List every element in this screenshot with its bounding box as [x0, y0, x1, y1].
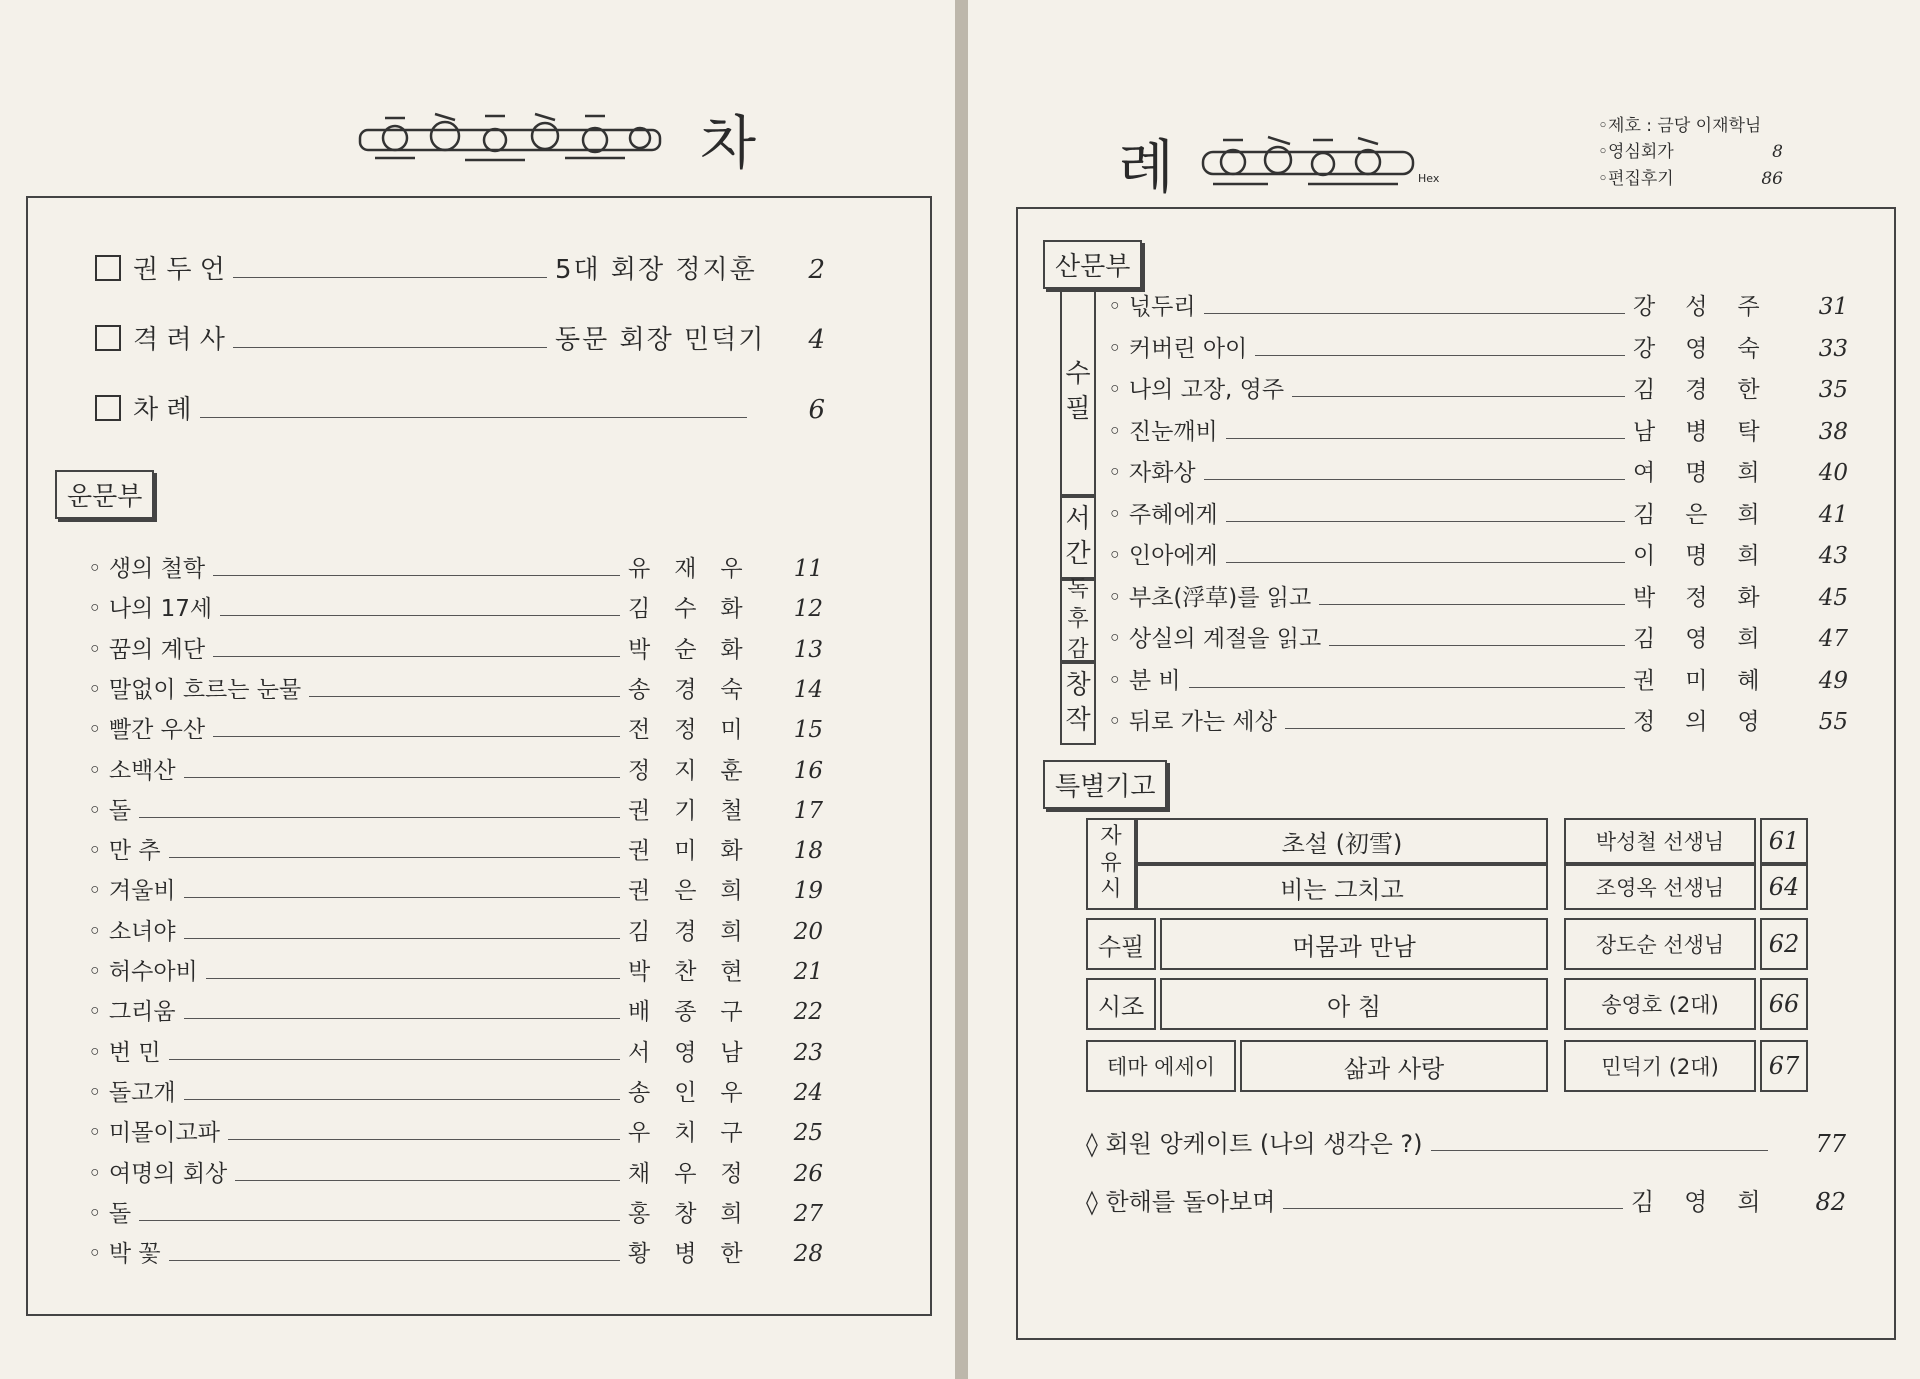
category-label — [1060, 662, 1096, 745]
title-decoration-right — [1198, 132, 1428, 192]
entry-author: 서영남 — [628, 1039, 767, 1066]
toc-entry — [88, 757, 823, 784]
side-list — [1598, 113, 1783, 192]
special-title: 아 침 — [1160, 978, 1548, 1030]
leader-line — [1226, 521, 1625, 522]
entry-title: ◦ 부초(浮草)를 읽고 — [1108, 584, 1312, 611]
checkbox-square-icon — [95, 325, 121, 351]
entry-page: 17 — [793, 797, 823, 824]
entry-author: 유재우 — [628, 556, 767, 582]
entry-page: 47 — [1818, 626, 1848, 652]
category-label-char: 감 — [1067, 636, 1089, 662]
toc-entry — [88, 880, 823, 903]
freeverse-label-char: 시 — [1100, 877, 1122, 903]
category-label-char: 서 — [1065, 503, 1091, 534]
side-list-item — [1598, 139, 1783, 165]
leader-line — [200, 417, 748, 418]
leader-line — [139, 1220, 620, 1221]
entry-author: 배종구 — [628, 999, 767, 1026]
side-list-item — [1598, 166, 1783, 192]
category-label — [1060, 496, 1096, 579]
special-author: 장도순 선생님 — [1564, 918, 1756, 970]
special-category: 수필 — [1086, 918, 1156, 970]
entry-title: 격 려 사 — [95, 325, 225, 353]
entry-author: 강성주 — [1633, 294, 1790, 320]
leader-line — [220, 615, 620, 616]
entry-page: 26 — [793, 1160, 823, 1187]
entry-author: 이명희 — [1633, 543, 1790, 569]
entry-page: 55 — [1818, 709, 1848, 735]
header-char-left: 차 — [700, 109, 757, 177]
entry-author: 홍창희 — [628, 1200, 767, 1227]
entry-author: 전정미 — [628, 717, 767, 744]
leader-line — [184, 777, 620, 778]
category-label-char: 창 — [1065, 669, 1091, 700]
section-label-prose: 산문부 — [1043, 240, 1142, 289]
entry-page: 43 — [1818, 543, 1848, 569]
special-title: 머뭄과 만남 — [1160, 918, 1548, 970]
category-label — [1060, 579, 1096, 662]
entry-title: ◦ 상실의 계절을 읽고 — [1108, 626, 1322, 652]
toc-entry — [88, 840, 823, 863]
leader-line — [309, 696, 620, 697]
entry-author: 황병한 — [628, 1241, 767, 1268]
entry-page: 27 — [793, 1200, 823, 1227]
entry-author: 송인우 — [628, 1079, 767, 1106]
toc-entry — [88, 1160, 823, 1187]
entry-title: 차 례 — [95, 395, 192, 423]
entry-page: 6 — [808, 395, 825, 425]
entry-title: ◦ 그리움 — [88, 999, 176, 1026]
entry-title: ◦ 돌고개 — [88, 1079, 176, 1106]
entry-author: 우치구 — [628, 1120, 767, 1147]
entry-title: ◊ 회원 앙케이트 (나의 생각은 ?) — [1086, 1130, 1423, 1158]
special-page: 61 — [1760, 818, 1808, 864]
entry-page: 13 — [793, 636, 823, 663]
entry-author: 박정화 — [1633, 584, 1790, 611]
side-list-item — [1598, 113, 1783, 139]
entry-page: 45 — [1818, 584, 1848, 611]
special-author: 민덕기 (2대) — [1564, 1040, 1756, 1092]
leader-line — [1204, 479, 1625, 480]
toc-entry — [88, 1243, 823, 1266]
entry-page: 12 — [793, 596, 823, 623]
freeverse-label-char: 자 — [1100, 824, 1122, 850]
leader-line — [1329, 645, 1625, 646]
title-decoration-left — [355, 108, 675, 168]
entry-title: ◦ 돌 — [88, 797, 132, 824]
entry-title: ◦ 분 비 — [1108, 667, 1181, 694]
prose-entry — [1108, 584, 1848, 611]
leader-line — [184, 1018, 620, 1019]
special-author: 송영호 (2대) — [1564, 978, 1756, 1030]
leader-line — [213, 736, 620, 737]
leader-line — [1226, 438, 1625, 439]
category-label-char: 간 — [1065, 539, 1091, 569]
entry-title: ◦ 나의 고장, 영주 — [1108, 377, 1285, 403]
prose-entry — [1108, 667, 1848, 694]
entry-author: 남병탁 — [1633, 418, 1790, 445]
leader-line — [235, 1180, 620, 1181]
toc-entry — [88, 598, 823, 621]
toc-entry — [88, 636, 823, 663]
leader-line — [213, 656, 620, 657]
entry-title: ◦ 여명의 회상 — [88, 1160, 228, 1187]
entry-author: 김영희 — [1631, 1188, 1791, 1216]
entry-title: ◦ 번 민 — [88, 1039, 161, 1066]
toc-entry — [88, 1200, 823, 1227]
entry-page: 33 — [1818, 335, 1848, 362]
category-label-char: 후 — [1067, 607, 1089, 633]
special-page: 67 — [1760, 1040, 1808, 1092]
entry-page: 38 — [1818, 418, 1848, 445]
entry-author: 권은희 — [628, 878, 767, 905]
leader-line — [1226, 562, 1625, 563]
entry-page: 11 — [793, 556, 823, 582]
entry-title: ◦ 미몰이고파 — [88, 1120, 220, 1147]
side-item-title: ◦편집후기 — [1598, 168, 1674, 189]
entry-page: 77 — [1815, 1130, 1846, 1158]
side-item-page — [1761, 113, 1783, 139]
entry-title: ◦ 소녀야 — [88, 918, 176, 945]
prose-entry — [1108, 501, 1848, 528]
special-category: 테마 에세이 — [1086, 1040, 1236, 1092]
entry-title: ◦ 인아에게 — [1108, 543, 1218, 569]
special-title: 초설 (初雪) — [1136, 818, 1548, 864]
entry-page: 2 — [808, 255, 825, 285]
leader-line — [1431, 1150, 1769, 1151]
entry-title: ◦ 빨간 우산 — [88, 717, 206, 744]
toc-entry — [88, 1001, 823, 1024]
category-label-char: 작 — [1065, 705, 1091, 735]
entry-page: 20 — [793, 918, 823, 945]
leader-line — [139, 817, 620, 818]
toc-entry — [88, 1039, 823, 1066]
entry-author: 권미혜 — [1633, 667, 1790, 694]
special-page: 66 — [1760, 978, 1808, 1030]
entry-title: ◦ 허수아비 — [88, 959, 198, 985]
freeverse-label — [1086, 818, 1136, 910]
entry-page: 49 — [1818, 667, 1848, 694]
entry-author: 김영희 — [1633, 626, 1790, 652]
category-label-char: 필 — [1065, 393, 1091, 424]
entry-title: ◦ 돌 — [88, 1200, 132, 1227]
entry-author: 김은희 — [1633, 501, 1790, 528]
extra-entry — [1086, 1132, 1846, 1156]
entry-page: 22 — [793, 999, 823, 1026]
entry-page: 24 — [793, 1079, 823, 1106]
entry-author: 여명희 — [1633, 460, 1790, 486]
special-author: 박성철 선생님 — [1564, 818, 1756, 864]
leader-line — [233, 347, 547, 348]
left-frame — [26, 196, 932, 1316]
toc-entry — [88, 918, 823, 945]
leader-line — [1285, 728, 1625, 729]
entry-title: ◦ 말없이 흐르는 눈물 — [88, 676, 302, 703]
leader-line — [228, 1139, 620, 1140]
toc-entry — [88, 797, 823, 824]
category-label-char: 수 — [1065, 358, 1091, 389]
entry-page: 25 — [793, 1120, 823, 1147]
entry-page: 18 — [793, 838, 823, 865]
entry-title: ◦ 주혜에게 — [1108, 501, 1218, 528]
side-item-title: ◦제호 : 금당 이재학님 — [1598, 116, 1762, 136]
leader-line — [184, 1099, 620, 1100]
leader-line — [1319, 604, 1625, 605]
checkbox-square-icon — [95, 255, 121, 281]
leader-line — [1204, 313, 1625, 314]
entry-page: 16 — [793, 757, 823, 784]
special-title: 삶과 사랑 — [1240, 1040, 1548, 1092]
toc-entry — [88, 1122, 823, 1145]
entry-title: 권 두 언 — [95, 255, 225, 283]
special-author: 조영옥 선생님 — [1564, 864, 1756, 910]
top-entry — [95, 395, 825, 423]
toc-entry — [88, 676, 823, 703]
book-gutter — [955, 0, 968, 1379]
entry-page: 21 — [793, 959, 823, 985]
prose-entry — [1108, 418, 1848, 445]
header-char-right: 례 — [1118, 133, 1175, 201]
entry-title: ◦ 겨울비 — [88, 878, 176, 905]
special-page: 64 — [1760, 864, 1808, 910]
entry-author: 박순화 — [628, 636, 767, 663]
entry-page: 82 — [1815, 1188, 1846, 1216]
entry-title: ◦ 소백산 — [88, 757, 176, 784]
prose-entry — [1108, 379, 1848, 402]
leader-line — [184, 897, 620, 898]
entry-author: 권기철 — [628, 797, 767, 824]
entry-author: 정의영 — [1633, 709, 1790, 735]
entry-title: ◦ 꿈의 계단 — [88, 636, 206, 663]
entry-page: 31 — [1818, 294, 1848, 320]
entry-author: 김경한 — [1633, 377, 1790, 403]
entry-author: 김수화 — [628, 596, 767, 623]
entry-author: 동문 회장 민덕기 — [555, 325, 766, 355]
left-page — [0, 0, 955, 1379]
hex-mark: Hex — [1418, 172, 1440, 185]
entry-title: ◦ 자화상 — [1108, 460, 1196, 486]
entry-page: 35 — [1818, 377, 1848, 403]
leader-line — [1292, 396, 1625, 397]
leader-line — [1255, 355, 1625, 356]
entry-author: 5대 회장 정지훈 — [555, 255, 757, 285]
top-entry — [95, 325, 825, 353]
leader-line — [169, 857, 620, 858]
leader-line — [184, 938, 620, 939]
leader-line — [233, 277, 547, 278]
prose-entry — [1108, 711, 1848, 734]
entry-page: 4 — [808, 325, 825, 355]
entry-author: 정지훈 — [628, 757, 767, 784]
top-entry — [95, 255, 825, 283]
entry-page: 23 — [793, 1039, 823, 1066]
entry-page: 19 — [793, 878, 823, 905]
entry-title: ◦ 뒤로 가는 세상 — [1108, 709, 1277, 735]
entry-page: 28 — [793, 1241, 823, 1268]
special-category: 시조 — [1086, 978, 1156, 1030]
prose-entry — [1108, 296, 1848, 319]
entry-title: ◦ 넋두리 — [1108, 294, 1196, 320]
entry-page: 41 — [1818, 501, 1848, 528]
entry-page: 15 — [793, 717, 823, 744]
toc-entry — [88, 558, 823, 581]
leader-line — [213, 575, 620, 576]
entry-title: ◦ 커버린 아이 — [1108, 335, 1248, 362]
leader-line — [1189, 687, 1625, 688]
extra-entry — [1086, 1190, 1846, 1214]
special-title: 비는 그치고 — [1136, 864, 1548, 910]
category-label — [1060, 288, 1096, 496]
entry-title: ◦ 박 꽃 — [88, 1241, 161, 1268]
entry-author: 김경희 — [628, 918, 767, 945]
toc-entry — [88, 719, 823, 742]
entry-title: ◦ 생의 철학 — [88, 556, 206, 582]
right-page — [968, 0, 1920, 1379]
toc-entry — [88, 1079, 823, 1106]
special-page: 62 — [1760, 918, 1808, 970]
entry-title: ◊ 한해를 돌아보며 — [1086, 1188, 1276, 1216]
side-item-title: ◦영심회가 — [1598, 142, 1674, 163]
entry-title: ◦ 나의 17세 — [88, 596, 213, 623]
leader-line — [206, 978, 620, 979]
side-item-page: 86 — [1761, 168, 1783, 189]
checkbox-square-icon — [95, 395, 121, 421]
category-label-char: 독 — [1067, 577, 1089, 603]
entry-page: 40 — [1818, 460, 1848, 486]
side-item-page: 8 — [1772, 142, 1783, 163]
leader-line — [169, 1059, 620, 1060]
section-label-special: 특별기고 — [1043, 760, 1167, 809]
freeverse-label-char: 유 — [1100, 850, 1122, 876]
prose-entry — [1108, 462, 1848, 485]
entry-page: 14 — [793, 676, 823, 703]
toc-entry — [88, 961, 823, 984]
leader-line — [1283, 1208, 1623, 1209]
entry-title: ◦ 진눈깨비 — [1108, 418, 1218, 445]
entry-author: 강영숙 — [1633, 335, 1790, 362]
prose-entry — [1108, 335, 1848, 362]
entry-author: 박찬현 — [628, 959, 767, 985]
entry-author: 채우정 — [628, 1160, 767, 1187]
prose-entry — [1108, 628, 1848, 651]
entry-author: 송경숙 — [628, 676, 767, 703]
leader-line — [169, 1260, 620, 1261]
entry-author: 권미화 — [628, 838, 767, 865]
prose-entry — [1108, 545, 1848, 568]
section-label-verse: 운문부 — [55, 470, 154, 519]
entry-title: ◦ 만 추 — [88, 838, 161, 865]
